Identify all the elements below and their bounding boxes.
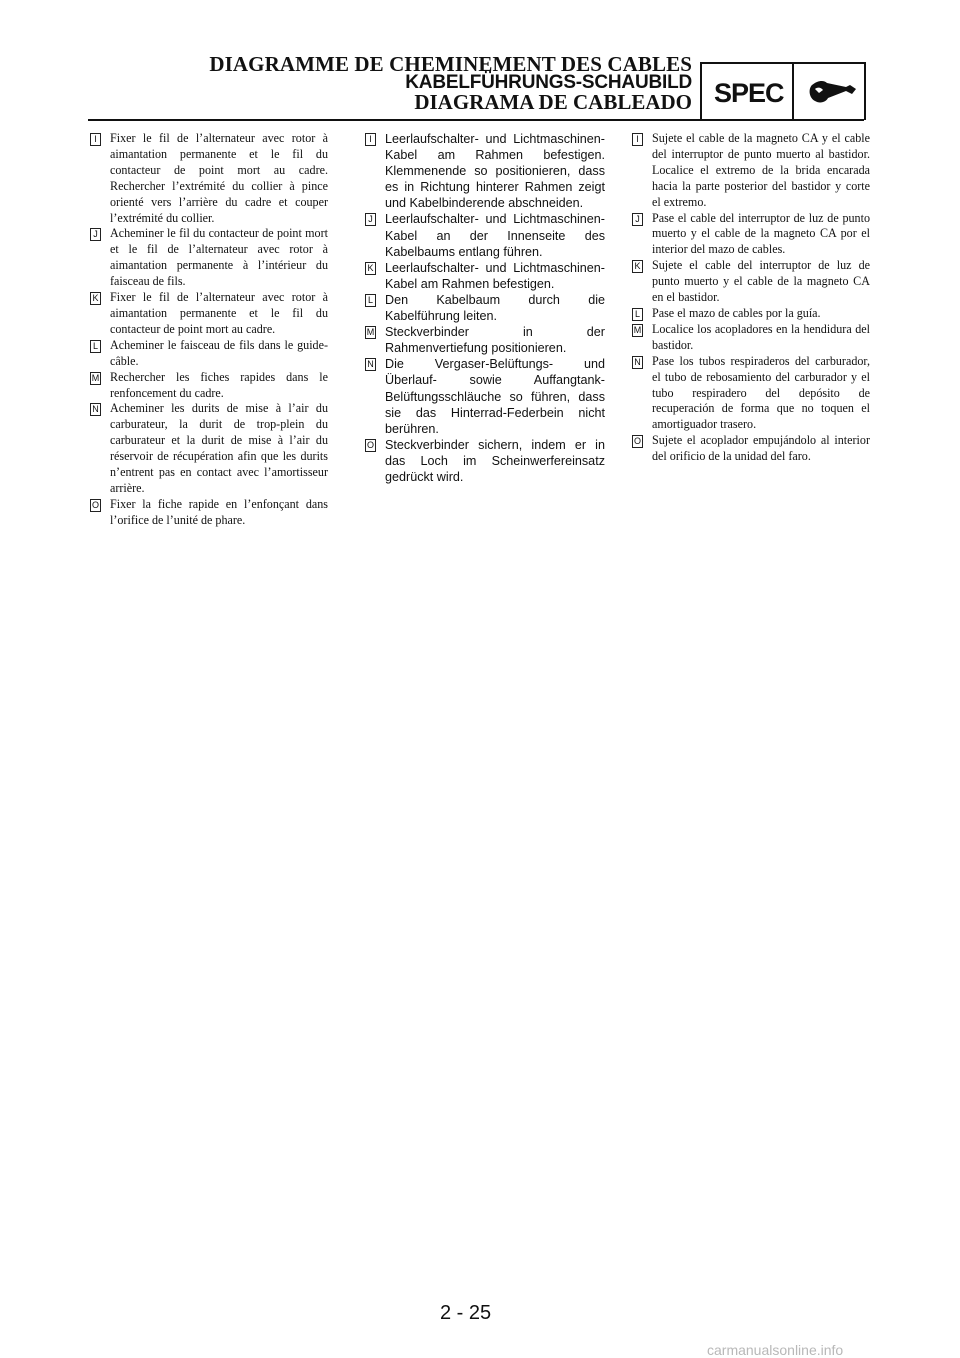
item-marker: N	[632, 356, 643, 369]
item-text: Acheminer les durits de mise à l’air du carburateur, la durit de trop-plein du carburateur et la durit de mise à l’air du réservoir de récupération afin que les durits n’entrent pas en contact avec l’amortisseur arrière.	[110, 401, 328, 495]
title-french: DIAGRAMME DE CHEMINEMENT DES CABLES	[209, 52, 692, 76]
item-marker: M	[366, 327, 375, 338]
item-text: Localice los acopladores en la hendidura del bastidor.	[652, 321, 870, 352]
list-item	[90, 338, 328, 370]
wrench-icon	[806, 76, 858, 110]
item-text: Acheminer le faisceau de fils dans le guide-câble.	[110, 337, 328, 368]
item-marker: I	[632, 133, 643, 146]
list-item	[632, 258, 870, 306]
item-text: Sujete el cable del interruptor de luz de punto muerto y el cable de la magneto CA en el bastidor.	[652, 258, 870, 305]
list-item	[632, 322, 870, 354]
item-text: Sujete el cable de la magneto CA y el cable del interruptor de punto muerto al bastidor. Localice el extremo de la brida encarada hacia la parte posterior del bastidor y corte el extremo.	[652, 131, 870, 209]
list-item	[365, 131, 605, 211]
list-item	[632, 354, 870, 434]
column-german	[365, 131, 605, 485]
item-marker: J	[632, 213, 643, 226]
item-text: Pase los tubos respiraderos del carburador, el tubo de rebosamiento del carburador y el tubo respiradero del depósito de recuperación de forma que no toquen el amortiguador trasero.	[652, 353, 870, 432]
item-text: Leerlaufschalter- und Lichtmaschinen-Kabel an der Innenseite des Kabelbaums entlang führen.	[385, 212, 605, 259]
item-marker: M	[91, 372, 100, 383]
section-badge: SPEC	[714, 78, 784, 108]
badge-divider	[792, 64, 794, 120]
item-text: Fixer la fiche rapide en l’enfonçant dans l’orifice de l’unité de phare.	[110, 496, 328, 527]
list-item	[365, 211, 605, 259]
item-marker: L	[365, 294, 376, 307]
item-marker: J	[90, 228, 101, 241]
page-number: 2 - 25	[440, 1302, 492, 1324]
list-item	[365, 260, 605, 292]
title-spanish: DIAGRAMA DE CABLEADO	[414, 90, 692, 114]
list-item	[632, 131, 870, 211]
list-item	[632, 306, 870, 322]
list-item	[90, 370, 328, 402]
list-item	[632, 433, 870, 465]
item-marker: O	[633, 436, 641, 447]
item-marker: N	[365, 358, 376, 371]
item-text: Acheminer le fil du contacteur de point mort et le fil de l’alternateur avec rotor à aimantation permanente à l’intérieur du faisceau de fils.	[110, 226, 328, 289]
item-marker: L	[90, 340, 101, 353]
item-marker: K	[90, 292, 101, 305]
header-rule	[88, 119, 864, 121]
list-item	[365, 437, 605, 485]
item-text: Sujete el acoplador empujándolo al interior del orificio de la unidad del faro.	[652, 433, 870, 464]
column-french	[90, 131, 328, 529]
item-marker: I	[365, 133, 376, 146]
item-marker: L	[632, 308, 643, 321]
item-marker: O	[91, 499, 99, 510]
item-marker: O	[366, 439, 374, 450]
item-marker: M	[633, 324, 642, 335]
item-marker: I	[90, 133, 101, 146]
watermark: carmanualsonline.info	[707, 1342, 844, 1358]
item-marker: K	[632, 260, 643, 273]
item-text: Leerlaufschalter- und Lichtmaschinen-Kabel am Rahmen befestigen. Klemmenende so positionieren, dass es in Richtung hinterer Rahmen zeigt und Kabelbinderende abschneiden.	[385, 132, 605, 211]
item-text: Rechercher les fiches rapides dans le renfoncement du cadre.	[110, 369, 328, 400]
item-text: Leerlaufschalter- und Lichtmaschinen-Kabel am Rahmen befestigen.	[385, 260, 605, 291]
item-text: Die Vergaser-Belüftungs- und Überlauf- sowie Auffangtank-Belüftungsschläuche so führen, dass sie das Hinterrad-Federbein nicht berühren.	[385, 357, 605, 436]
item-text: Steckverbinder sichern, indem er in das Loch im Scheinwerfereinsatz gedrückt wird.	[385, 437, 605, 484]
item-text: Steckverbinder in der Rahmenvertiefung positionieren.	[385, 325, 605, 356]
list-item	[90, 401, 328, 496]
list-item	[365, 356, 605, 436]
list-item	[90, 290, 328, 338]
list-item	[365, 292, 605, 324]
item-text: Fixer le fil de l’alternateur avec rotor à aimantation permanente et le fil du contacteur de point mort au cadre.	[110, 290, 328, 336]
item-text: Fixer le fil de l’alternateur avec rotor à aimantation permanente et le fil du contacteur de point mort au cadre. Rechercher l’extrémité du collier à pince orienté vers l’arrière du cadre et couper l’extrémité du collier.	[110, 131, 328, 225]
list-item	[90, 131, 328, 226]
item-marker: K	[365, 262, 376, 275]
item-text: Den Kabelbaum durch die Kabelführung leiten.	[385, 292, 605, 324]
item-marker: N	[90, 403, 101, 416]
list-item	[632, 211, 870, 259]
item-marker: J	[365, 213, 376, 226]
item-text: Pase el cable del interruptor de luz de punto muerto y el cable de la magneto CA por el interior del mazo de cables.	[652, 210, 870, 257]
list-item	[90, 497, 328, 529]
title-german: KABELFÜHRUNGS-SCHAUBILD	[405, 72, 692, 93]
column-spanish	[632, 131, 870, 465]
section-badge-box	[700, 62, 866, 120]
item-text: Pase el mazo de cables por la guía.	[652, 305, 821, 320]
list-item	[365, 324, 605, 356]
list-item	[90, 226, 328, 290]
